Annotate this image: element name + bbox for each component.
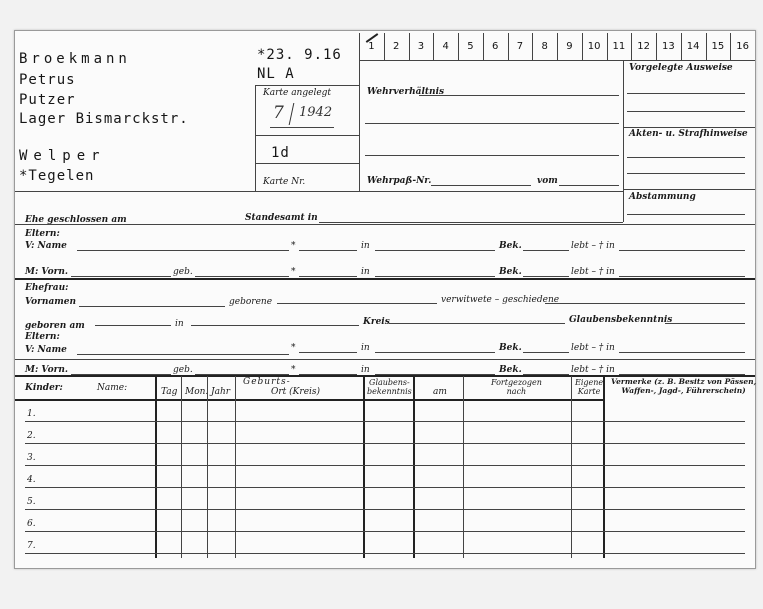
child-row-line xyxy=(25,421,745,422)
in2-label: in xyxy=(361,343,370,353)
number-cell-1: 1 xyxy=(368,41,375,52)
geborene-line xyxy=(277,303,437,304)
number-cell-15: 15 xyxy=(711,41,725,52)
in1-label: in xyxy=(361,241,370,251)
star2: * xyxy=(291,343,296,353)
eltern1-label: Eltern: xyxy=(25,229,60,239)
number-cell-3: 3 xyxy=(417,41,425,52)
star1b-line xyxy=(299,276,357,277)
bek2-label: Bek. xyxy=(499,343,522,353)
ausweise-line-2 xyxy=(627,111,745,112)
in1b-line xyxy=(375,276,495,277)
number-cell-10: 10 xyxy=(587,41,601,52)
in1b-label: in xyxy=(361,267,370,277)
wehrpass-label: Wehrpaß-Nr. xyxy=(367,176,432,186)
karte-nr-value: 1d xyxy=(271,145,290,161)
birth-code: NL A xyxy=(257,66,295,82)
bek1b-line xyxy=(523,276,569,277)
ausweise-sep xyxy=(623,127,755,128)
box-mid-line xyxy=(255,135,359,136)
bek1b-label: Bek. xyxy=(499,267,522,277)
vom-label: vom xyxy=(537,176,558,186)
number-divider xyxy=(582,33,583,60)
child-row-number: 1. xyxy=(27,409,36,419)
child-row-number: 7. xyxy=(27,541,36,551)
number-cell-11: 11 xyxy=(612,41,626,52)
number-cell-6: 6 xyxy=(491,41,499,52)
in1-line xyxy=(375,250,495,251)
geborene-label: geborene xyxy=(229,297,273,307)
ehefrau-label: Ehefrau: xyxy=(25,283,69,293)
box-top-line xyxy=(255,85,359,86)
child-row-number: 3. xyxy=(27,453,36,463)
ehe-label: Ehe geschlossen am xyxy=(25,215,127,225)
lebt1-label: lebt – † in xyxy=(571,241,615,251)
abstammung-line xyxy=(627,214,745,215)
number-divider xyxy=(508,33,509,60)
lebt2-line xyxy=(619,352,745,353)
child-row-line xyxy=(25,443,745,444)
slash-mark xyxy=(289,103,295,125)
lebt1b-line xyxy=(619,276,745,277)
bek2-line xyxy=(523,352,569,353)
am-col-label: am xyxy=(433,387,447,397)
abstammung-label: Abstammung xyxy=(629,192,696,202)
v-name1-line xyxy=(77,250,289,251)
v-name1-label: V: Name xyxy=(25,241,67,251)
strip-bottom-line xyxy=(359,60,755,61)
number-divider xyxy=(607,33,608,60)
number-divider xyxy=(631,33,632,60)
upper-divider xyxy=(15,191,623,192)
number-cell-5: 5 xyxy=(467,41,474,52)
birthplace: *Tegelen xyxy=(19,168,95,184)
number-divider xyxy=(532,33,533,60)
spouse-in-label: in xyxy=(175,319,184,329)
star1b: * xyxy=(291,267,296,277)
karte-angelegt-month: 7 xyxy=(273,103,284,123)
number-cell-13: 13 xyxy=(662,41,675,52)
number-divider xyxy=(681,33,682,60)
vornamen-label: Vornamen xyxy=(25,297,77,307)
number-cell-4: 4 xyxy=(442,41,449,52)
wehrverhaeltnis-label: Wehrverhältnis xyxy=(367,87,445,97)
box-low-line xyxy=(255,163,359,164)
number-divider xyxy=(483,33,484,60)
lebt2-label: lebt – † in xyxy=(571,343,615,353)
registration-card xyxy=(14,30,756,569)
strip-left-line xyxy=(359,33,360,191)
karte-angelegt-label: Karte angelegt xyxy=(263,88,332,98)
star2b: * xyxy=(291,365,296,375)
lebt2b-label: lebt – † in xyxy=(571,365,615,375)
number-divider xyxy=(656,33,657,60)
marriage-divider xyxy=(15,224,755,225)
glaubens-label: Glaubensbekenntnis xyxy=(569,315,673,325)
star1: * xyxy=(291,241,296,251)
bek1-label: Bek. xyxy=(499,241,522,251)
kinder-label: Kinder: xyxy=(25,383,63,393)
wehrpass-line xyxy=(431,185,531,186)
number-cell-16: 16 xyxy=(736,41,749,52)
ausweise-line-1 xyxy=(627,93,745,94)
number-divider xyxy=(706,33,707,60)
akten-line-2 xyxy=(627,173,745,174)
number-cell-12: 12 xyxy=(637,41,650,52)
wehr-line-3 xyxy=(365,155,619,156)
box-left-line xyxy=(255,85,256,191)
child-row-number: 6. xyxy=(27,519,36,529)
number-cell-2: 2 xyxy=(392,41,400,52)
wehr-line-1 xyxy=(419,95,619,96)
number-divider xyxy=(730,33,731,60)
birth-date: *23. 9.16 xyxy=(257,47,342,63)
akten-line-1 xyxy=(627,157,745,158)
number-divider xyxy=(409,33,410,60)
number-cell-9: 9 xyxy=(566,41,573,52)
place: Welper xyxy=(19,148,106,164)
bek1-line xyxy=(523,250,569,251)
wehr-line-2 xyxy=(365,123,619,124)
bek2b-label: Bek. xyxy=(499,365,522,375)
lebt1b-label: lebt – † in xyxy=(571,267,615,277)
number-cell-8: 8 xyxy=(541,41,548,52)
child-row-line xyxy=(25,487,745,488)
m-vorn2-label: M: Vorn. xyxy=(25,365,68,375)
geb2-label: geb. xyxy=(173,365,193,375)
children-header-line xyxy=(15,399,605,401)
surname: Broekmann xyxy=(19,51,131,67)
in2-line xyxy=(375,352,495,353)
geb1-line xyxy=(195,276,289,277)
geboren-am-line xyxy=(95,325,171,326)
standesamt-label: Standesamt in xyxy=(245,213,318,223)
star1-line xyxy=(299,250,357,251)
glaubens-col-label: Glaubens- bekenntnis xyxy=(367,378,412,396)
child-row-number: 4. xyxy=(27,475,36,485)
number-divider xyxy=(433,33,434,60)
akten-label: Akten- u. Strafhinweise xyxy=(629,129,748,139)
ort-col-label: Ort (Kreis) xyxy=(271,387,321,397)
number-divider xyxy=(458,33,459,60)
verwitwete-label: verwitwete – geschiedene xyxy=(441,295,560,305)
address: Lager Bismarckstr. xyxy=(19,111,189,127)
m-vorn1-line xyxy=(71,276,171,277)
fortgezogen-col-label: Fortgezogen nach xyxy=(491,378,542,396)
kreis-label: Kreis xyxy=(363,317,390,327)
vom-line xyxy=(559,185,619,186)
child-row-line xyxy=(25,509,745,510)
geboren-am-label: geboren am xyxy=(25,321,85,331)
karte-angelegt-year: 1942 xyxy=(299,105,333,120)
name-col-label: Name: xyxy=(97,383,128,393)
jahr-col-label: Jahr xyxy=(211,387,231,397)
star2-line xyxy=(299,352,357,353)
vermerke-col-label: Vermerke (z. B. Besitz von Pässen, Waffen-, Jagd-, Führerschein) xyxy=(611,377,757,395)
parents-divider xyxy=(15,278,755,280)
number-cell-14: 14 xyxy=(686,41,700,52)
verwitwete-line xyxy=(545,303,745,304)
eigene-karte-col-label: Eigene Karte xyxy=(575,378,604,396)
ausweise-label: Vorgelegte Ausweise xyxy=(629,63,733,73)
kreis-line xyxy=(389,323,565,324)
standesamt-line xyxy=(319,222,623,223)
angelegt-underline xyxy=(270,127,334,128)
number-cell-7: 7 xyxy=(516,41,524,52)
akten-sep xyxy=(623,189,755,190)
lebt1-line xyxy=(619,250,745,251)
tag-col-label: Tag xyxy=(161,387,178,397)
v-name2-label: V: Name xyxy=(25,345,67,355)
child-row-number: 2. xyxy=(27,431,36,441)
eltern2-label: Eltern: xyxy=(25,332,60,342)
occupation: Putzer xyxy=(19,92,76,108)
child-row-number: 5. xyxy=(27,497,36,507)
geb1-label: geb. xyxy=(173,267,193,277)
vornamen-line xyxy=(79,306,225,307)
mon-col-label: Mon. xyxy=(185,387,209,397)
karte-nr-label: Karte Nr. xyxy=(263,177,306,187)
given-name: Petrus xyxy=(19,72,76,88)
glaubens-line xyxy=(665,323,745,324)
geburts-col-label: Geburts- xyxy=(243,377,291,387)
m-vorn1-label: M: Vorn. xyxy=(25,267,68,277)
number-divider xyxy=(557,33,558,60)
child-row-line xyxy=(25,553,745,554)
v-name2-line xyxy=(77,354,289,355)
right-box-line xyxy=(623,60,624,222)
parents2-divider xyxy=(15,359,755,360)
number-divider xyxy=(384,33,385,60)
child-row-line xyxy=(25,465,745,466)
in2b-label: in xyxy=(361,365,370,375)
child-row-line xyxy=(25,531,745,532)
spouse-in-line xyxy=(191,325,359,326)
